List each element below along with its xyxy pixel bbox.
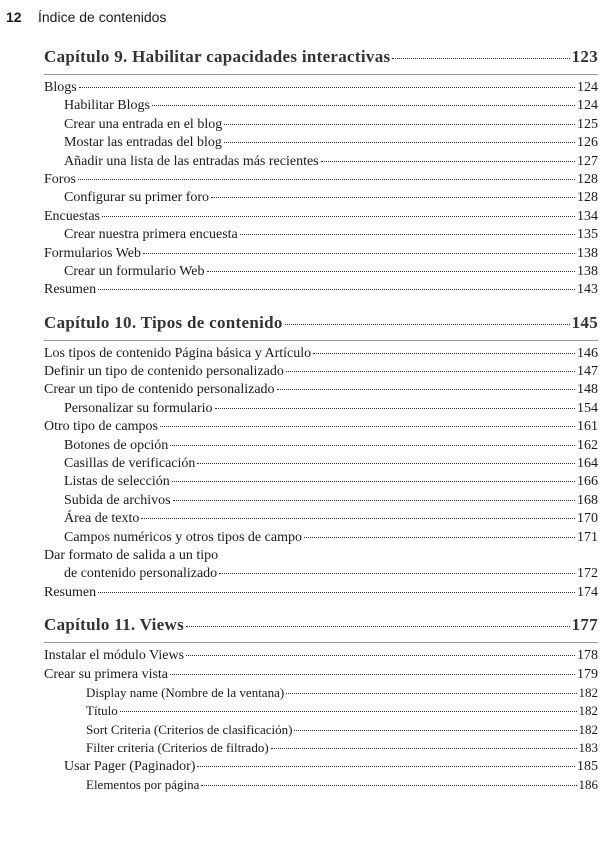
entry-page: 124 — [577, 98, 598, 114]
dot-leader — [120, 710, 577, 712]
toc-entry[interactable] — [44, 647, 598, 665]
dot-leader — [224, 123, 575, 125]
entry-title: Usar Pager (Paginador) — [64, 758, 196, 774]
entry-title: Sort Criteria (Criterios de clasificación) — [86, 721, 293, 737]
entry-page: 171 — [577, 529, 598, 545]
toc-entry[interactable] — [44, 381, 598, 399]
dot-leader — [207, 270, 575, 272]
toc-entry[interactable] — [44, 171, 598, 189]
entry-page: 174 — [577, 584, 598, 600]
dot-leader — [201, 784, 576, 786]
dot-leader — [224, 141, 575, 143]
toc-entry[interactable] — [44, 702, 598, 720]
entry-page: 182 — [578, 684, 598, 700]
toc-entry[interactable] — [44, 418, 598, 436]
entry-page: 166 — [577, 474, 598, 490]
toc-entry[interactable] — [44, 565, 598, 583]
chapter-heading[interactable] — [44, 614, 598, 636]
entry-page: 124 — [577, 80, 598, 95]
entry-title: Botones de opción — [64, 437, 169, 453]
entry-page: 127 — [577, 153, 598, 169]
dot-leader — [271, 747, 577, 749]
entry-page: 128 — [577, 171, 598, 187]
entry-page: 182 — [578, 721, 598, 737]
dot-leader — [211, 196, 575, 198]
entry-title: Crear una entrada en el blog — [64, 116, 223, 132]
toc-entry[interactable] — [44, 666, 598, 684]
entry-title: Filter criteria (Criterios de filtrado) — [86, 740, 269, 756]
dot-leader — [78, 178, 575, 180]
dot-leader — [160, 425, 575, 427]
dot-leader — [98, 591, 575, 593]
chapter-title: Capítulo 9. Habilitar capacidades interactivas — [44, 47, 391, 66]
dot-leader — [197, 462, 575, 464]
chapter-page: 123 — [571, 47, 598, 66]
entry-page: 134 — [577, 208, 598, 224]
entry-page: 128 — [577, 190, 598, 206]
dot-leader — [277, 388, 575, 390]
toc-entry[interactable] — [44, 739, 598, 757]
toc-entry[interactable] — [44, 492, 598, 510]
entry-title: Crear un tipo de contenido personalizado — [44, 382, 275, 398]
dot-leader — [285, 323, 570, 325]
page-header — [0, 6, 600, 30]
toc-entry[interactable] — [44, 547, 598, 565]
entry-title: Display name (Nombre de la ventana) — [86, 684, 285, 700]
entry-page: 126 — [577, 135, 598, 151]
entry-page: 143 — [577, 282, 598, 298]
chapter-rule — [44, 642, 598, 643]
entry-page: 182 — [578, 703, 598, 719]
toc-entry[interactable] — [44, 721, 598, 739]
toc-entry[interactable] — [44, 116, 598, 134]
entry-title: Crear nuestra primera encuesta — [64, 227, 238, 243]
entry-page: 146 — [577, 345, 598, 361]
chapter-rule — [44, 74, 598, 75]
entry-page: 162 — [577, 437, 598, 453]
dot-leader — [102, 215, 575, 217]
running-title: Índice de contenidos — [38, 9, 167, 25]
entry-page: 183 — [578, 740, 598, 756]
entry-title: Mostar las entradas del blog — [64, 135, 222, 151]
dot-leader — [392, 57, 569, 59]
entry-title: Título — [86, 703, 118, 719]
toc-entry[interactable] — [44, 263, 598, 281]
dot-leader — [304, 536, 575, 538]
dot-leader — [186, 625, 570, 627]
entry-page: 135 — [577, 227, 598, 243]
toc-entry[interactable] — [44, 226, 598, 244]
toc-entry[interactable] — [44, 134, 598, 152]
entry-page: 170 — [577, 511, 598, 527]
entry-title: Campos numéricos y otros tipos de campo — [64, 529, 302, 545]
entry-page: 138 — [577, 245, 598, 261]
page-number: 12 — [6, 9, 22, 25]
entry-title: Configurar su primer foro — [64, 190, 210, 206]
entry-title: Crear su primera vista — [44, 666, 169, 682]
toc-entry[interactable] — [44, 529, 598, 547]
toc-entry[interactable] — [44, 189, 598, 207]
entry-page: 147 — [577, 364, 598, 380]
toc-entry[interactable] — [44, 208, 598, 226]
entry-page: 148 — [577, 382, 598, 398]
dot-leader — [98, 288, 575, 290]
toc-entry[interactable] — [44, 245, 598, 263]
entry-page: 185 — [577, 758, 598, 774]
toc-entry[interactable] — [44, 97, 598, 115]
toc-entry[interactable] — [44, 684, 598, 702]
entry-title: Formularios Web — [44, 245, 141, 261]
entry-title: Definir un tipo de contenido personalizado — [44, 364, 284, 380]
entry-page: 125 — [577, 116, 598, 132]
dot-leader — [286, 370, 575, 372]
chapter-title: Capítulo 10. Tipos de contenido — [44, 312, 283, 332]
dot-leader — [186, 654, 575, 656]
entry-title: Otro tipo de campos — [44, 419, 158, 435]
toc-entry[interactable] — [44, 437, 598, 455]
entry-page: 172 — [577, 566, 598, 582]
dot-leader — [152, 104, 575, 106]
toc-entry[interactable] — [44, 758, 598, 776]
entry-title: Personalizar su formulario — [64, 400, 213, 416]
entry-title: Elementos por página — [86, 776, 200, 792]
dot-leader — [170, 673, 575, 675]
dot-leader — [197, 765, 575, 767]
toc-entry[interactable] — [44, 510, 598, 528]
chapter-heading[interactable] — [44, 46, 598, 68]
chapter-title: Capítulo 11. Views — [44, 615, 185, 635]
entry-page: 168 — [577, 492, 598, 508]
toc-entry[interactable] — [44, 584, 598, 602]
entry-title: Dar formato de salida a un tipo — [44, 547, 219, 563]
chapter-page: 177 — [571, 615, 598, 635]
toc-entry[interactable] — [44, 281, 598, 299]
entry-title: Resumen — [44, 584, 97, 600]
entry-title: Añadir una lista de las entradas más recientes — [64, 153, 319, 169]
dot-leader — [286, 692, 576, 694]
dot-leader — [141, 517, 575, 519]
chapter-heading[interactable] — [44, 312, 598, 334]
entry-title: Instalar el módulo Views — [44, 648, 185, 664]
entry-title: Área de texto — [64, 511, 140, 527]
entry-title: Blogs — [44, 80, 77, 95]
entry-title: Crear un formulario Web — [64, 263, 205, 279]
dot-leader — [313, 352, 575, 354]
entry-title: Los tipos de contenido Página básica y Artículo — [44, 345, 312, 361]
toc-entry[interactable] — [44, 363, 598, 381]
entry-page: 186 — [578, 776, 598, 792]
chapter-page: 145 — [571, 312, 598, 332]
dot-leader — [79, 86, 575, 88]
toc-entry[interactable] — [44, 153, 598, 171]
entry-title: de contenido personalizado — [64, 566, 218, 582]
dot-leader — [143, 252, 575, 254]
entry-title: Resumen — [44, 282, 97, 298]
dot-leader — [172, 480, 575, 482]
entry-page: 154 — [577, 400, 598, 416]
toc-entry[interactable] — [44, 79, 598, 97]
dot-leader — [294, 729, 576, 731]
toc-entry[interactable] — [44, 345, 598, 363]
dot-leader — [240, 233, 575, 235]
dot-leader — [173, 499, 575, 501]
entry-page: 178 — [577, 648, 598, 664]
section-gap — [44, 602, 598, 614]
entry-page: 164 — [577, 456, 598, 472]
table-of-contents — [44, 46, 598, 794]
entry-title: Habilitar Blogs — [64, 98, 150, 114]
entry-title: Listas de selección — [64, 474, 170, 490]
entry-title: Encuestas — [44, 208, 100, 224]
toc-entry[interactable] — [44, 776, 598, 794]
section-gap — [44, 300, 598, 312]
entry-page: 161 — [577, 419, 598, 435]
toc-entry[interactable] — [44, 473, 598, 491]
dot-leader — [170, 444, 575, 446]
entry-title: Subida de archivos — [64, 492, 171, 508]
entry-title: Foros — [44, 171, 76, 187]
entry-page: 138 — [577, 263, 598, 279]
toc-entry[interactable] — [44, 400, 598, 418]
dot-leader — [321, 160, 575, 162]
entry-title: Casillas de verificación — [64, 456, 196, 472]
entry-page: 179 — [577, 666, 598, 682]
dot-leader — [215, 407, 575, 409]
chapter-rule — [44, 340, 598, 341]
toc-entry[interactable] — [44, 455, 598, 473]
dot-leader — [219, 572, 575, 574]
